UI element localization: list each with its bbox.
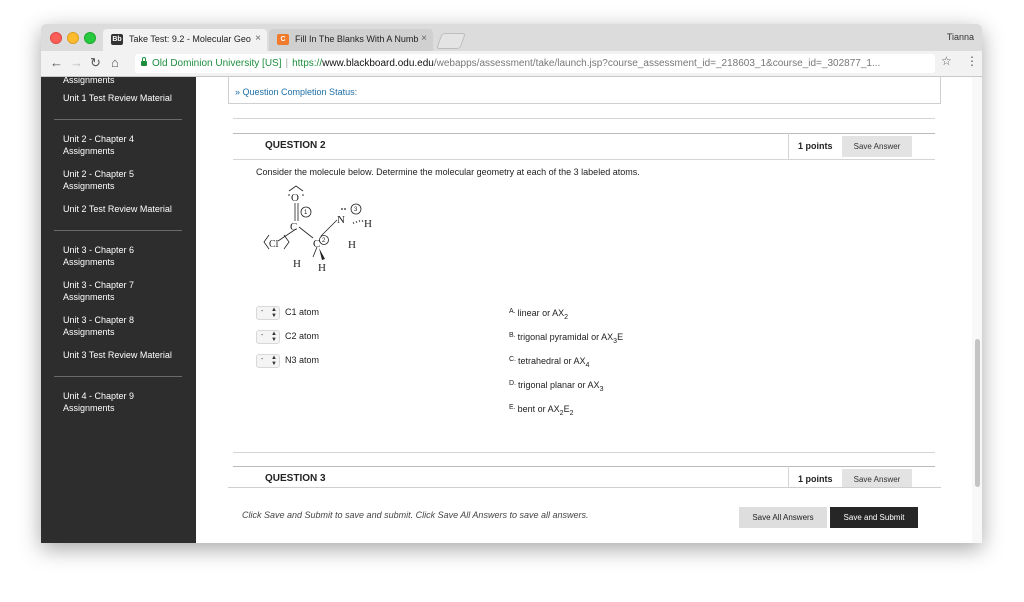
secure-label: Old Dominion University [US] <box>152 58 282 69</box>
c1-atom-label: C1 atom <box>285 307 320 317</box>
divider <box>233 159 935 160</box>
atom-chlorine: Cl <box>269 239 279 250</box>
sidebar-divider <box>54 230 182 231</box>
select-value: - <box>261 308 264 315</box>
course-sidebar <box>41 77 196 543</box>
option-suffix: E <box>563 404 570 414</box>
divider <box>233 118 935 119</box>
sidebar-item-sublabel: Assignments <box>63 257 115 267</box>
select-arrows-icon: ▲ ▼ <box>271 331 277 343</box>
scrollbar[interactable] <box>972 77 982 543</box>
url-path: /webapps/assessment/take/launch.jsp?course_assessment_id=_218603_1&course_id=_302877_1... <box>433 58 881 69</box>
option-text: tetrahedral or AX <box>518 356 586 366</box>
atom-h-n-right: H <box>364 218 372 230</box>
url-host: www.blackboard.odu.edu <box>322 58 434 69</box>
atom-h-n-down: H <box>348 239 356 251</box>
page-content <box>41 77 982 543</box>
profile-name[interactable]: Tianna <box>946 32 974 42</box>
option-subscript: 4 <box>585 361 590 369</box>
sidebar-item-label: Unit 3 - Chapter 6 <box>63 245 135 255</box>
sidebar-item-unit3-ch6[interactable] <box>63 244 188 268</box>
atom-oxygen: O <box>291 192 299 204</box>
answer-option-a <box>509 308 568 321</box>
sidebar-item-unit2-review[interactable]: Unit 2 Test Review Material <box>63 204 172 214</box>
blackboard-favicon-icon: Bb <box>112 36 122 43</box>
sidebar-item-sublabel: Assignments <box>63 327 115 337</box>
scrollbar-thumb[interactable] <box>975 339 980 487</box>
atom-c1: C <box>290 221 298 233</box>
browser-toolbar <box>41 51 982 77</box>
forward-arrow-icon[interactable]: → <box>70 55 83 70</box>
kebab-menu-icon[interactable]: ⋮ <box>966 54 978 68</box>
option-text: trigonal planar or AX <box>518 380 600 390</box>
sidebar-item-sublabel: Assignments <box>63 292 115 302</box>
lock-icon <box>141 61 147 66</box>
option-letter: A. <box>509 308 516 315</box>
atom-n3: N <box>337 214 345 226</box>
back-arrow-icon[interactable]: ← <box>50 55 63 70</box>
completion-status-label: Question Completion Status: <box>242 87 358 97</box>
option-subscript: 3 <box>599 385 604 393</box>
answer-option-e <box>509 404 573 417</box>
sidebar-divider <box>54 119 182 120</box>
tab-fill-in-blanks[interactable] <box>269 29 433 51</box>
atom-h-c2-down: H <box>318 262 326 274</box>
tab-close-icon[interactable]: × <box>255 33 261 44</box>
sidebar-item-label: Unit 3 - Chapter 7 <box>63 280 135 290</box>
url-separator: | <box>285 58 289 69</box>
tab-title: Take Test: 9.2 - Molecular Geo <box>129 34 251 44</box>
divider <box>233 452 935 453</box>
test-area <box>196 77 982 543</box>
address-bar[interactable] <box>135 54 935 73</box>
option-letter: E. <box>509 404 516 411</box>
sidebar-item-unit2-ch4[interactable] <box>63 133 188 157</box>
question-header-rule <box>233 466 935 467</box>
atom-label-3: 3 <box>354 207 358 213</box>
sidebar-item-partial[interactable]: Assignments <box>63 77 115 85</box>
question-header-rule <box>233 133 935 134</box>
select-arrows-icon: ▲ ▼ <box>271 355 277 367</box>
sidebar-item-unit1-review[interactable]: Unit 1 Test Review Material <box>63 93 172 103</box>
footer-instructions: Click Save and Submit to save and submit. Click Save All Answers to save all answers. <box>242 510 589 520</box>
sidebar-item-unit4-ch9[interactable] <box>63 390 188 414</box>
atom-label-1: 1 <box>304 210 308 216</box>
option-suffix: E <box>617 332 624 342</box>
completion-status-toggle[interactable] <box>235 87 357 97</box>
sidebar-item-label: Unit 3 - Chapter 8 <box>63 315 135 325</box>
bookmark-star-icon[interactable]: ☆ <box>941 54 952 68</box>
save-and-submit-button[interactable]: Save and Submit <box>830 507 918 528</box>
select-value: - <box>261 332 264 339</box>
new-tab-button[interactable] <box>436 33 466 49</box>
minimize-window-button[interactable] <box>67 32 79 44</box>
question-2-save-answer-button[interactable]: Save Answer <box>842 136 912 157</box>
question-3-points: 1 points <box>798 474 833 484</box>
atom-h-c2-left: H <box>293 258 301 270</box>
option-subscript: 3 <box>613 337 618 345</box>
tab-close-icon[interactable]: × <box>421 33 427 44</box>
option-letter: C. <box>509 356 516 363</box>
answer-option-b <box>509 332 623 345</box>
c1-answer-select[interactable] <box>256 306 280 320</box>
option-subscript: 2 <box>569 409 574 417</box>
select-value: - <box>261 356 264 363</box>
sidebar-item-label: Unit 2 - Chapter 5 <box>63 169 135 179</box>
save-all-answers-button[interactable]: Save All Answers <box>739 507 827 528</box>
c2-atom-label: C2 atom <box>285 331 320 341</box>
option-letter: B. <box>509 332 516 339</box>
molecule-diagram <box>253 185 383 275</box>
reload-icon[interactable]: ↻ <box>90 55 101 70</box>
question-3-title: QUESTION 3 <box>265 473 326 484</box>
n3-atom-label: N3 atom <box>285 355 320 365</box>
sidebar-item-sublabel: Assignments <box>63 146 115 156</box>
close-window-button[interactable] <box>50 32 62 44</box>
tab-take-test[interactable] <box>103 29 267 51</box>
sidebar-item-unit3-ch7[interactable] <box>63 279 188 303</box>
home-icon[interactable]: ⌂ <box>111 55 119 70</box>
option-text: linear or AX <box>517 308 565 318</box>
answer-option-d <box>509 380 603 393</box>
sidebar-item-sublabel: Assignments <box>63 181 115 191</box>
chegg-favicon-icon: C <box>277 34 289 45</box>
tab-title: Fill In The Blanks With A Numb <box>295 34 419 44</box>
tab-strip <box>41 24 982 51</box>
option-text: bent or AX <box>517 404 560 414</box>
atom-c2: C <box>313 238 321 250</box>
select-arrows-icon: ▲ ▼ <box>271 307 277 319</box>
url-scheme: https:// <box>292 58 323 69</box>
browser-window <box>41 24 982 543</box>
sidebar-item-sublabel: Assignments <box>63 403 115 413</box>
completion-status-box <box>228 77 941 104</box>
sidebar-divider <box>54 376 182 377</box>
sidebar-item-unit3-review[interactable]: Unit 3 Test Review Material <box>63 350 172 360</box>
submit-footer <box>228 487 941 543</box>
question-2-points: 1 points <box>798 141 833 151</box>
question-3-save-answer-button[interactable]: Save Answer <box>842 469 912 490</box>
option-letter: D. <box>509 380 516 387</box>
sidebar-item-unit2-ch5[interactable] <box>63 168 188 192</box>
chevron-down-icon: » <box>235 87 243 97</box>
option-subscript: 2 <box>559 409 564 417</box>
sidebar-item-label: Unit 2 - Chapter 4 <box>63 134 135 144</box>
c2-answer-select[interactable] <box>256 330 280 344</box>
question-2-title: QUESTION 2 <box>265 140 326 151</box>
n3-answer-select[interactable] <box>256 354 280 368</box>
atom-label-2: 2 <box>322 238 326 244</box>
option-subscript: 2 <box>564 313 569 321</box>
answer-option-c <box>509 356 589 369</box>
divider <box>788 133 789 159</box>
sidebar-item-label: Unit 4 - Chapter 9 <box>63 391 135 401</box>
maximize-window-button[interactable] <box>84 32 96 44</box>
sidebar-item-unit3-ch8[interactable] <box>63 314 188 338</box>
option-text: trigonal pyramidal or AX <box>517 332 614 342</box>
question-2-text: Consider the molecule below. Determine the molecular geometry at each of the 3 labeled atoms. <box>256 167 640 177</box>
